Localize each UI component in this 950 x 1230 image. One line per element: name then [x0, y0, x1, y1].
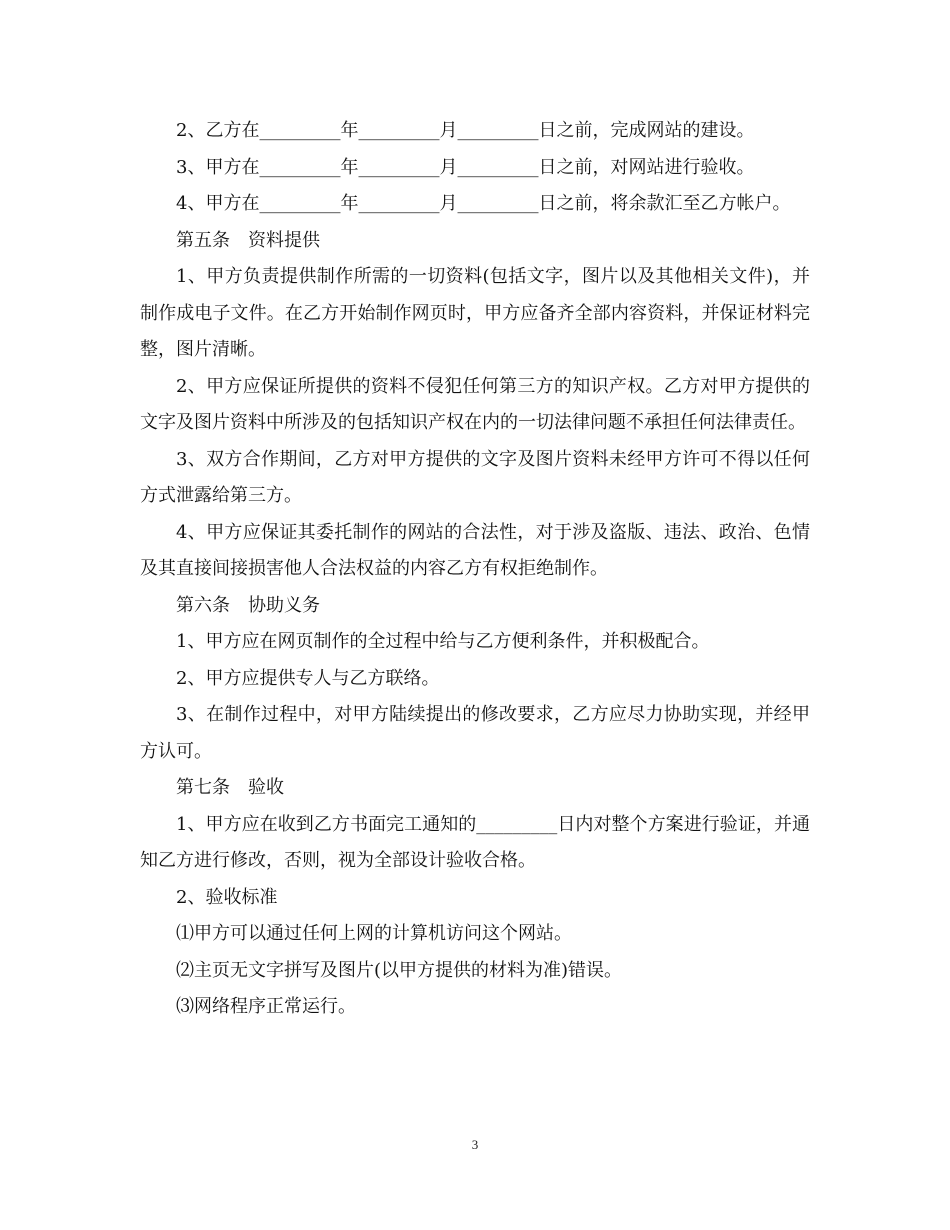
document-body	[140, 113, 810, 1026]
article-6-item-3: 3、在制作过程中，对甲方陆续提出的修改要求，乙方应尽力协助实现，并经甲方认可。	[140, 704, 810, 762]
article-6-item-2: 2、甲方应提供专人与乙方联络。	[176, 667, 440, 689]
clause-item-3-acceptance-deadline: 3、甲方在_________年_________月_________日之前，对网站进行验收。	[176, 156, 755, 178]
article-5-item-4: 4、甲方应保证其委托制作的网站的合法性，对于涉及盗版、违法、政治、色情及其直接间接损害他人合法权益的内容乙方有权拒绝制作。	[140, 521, 810, 579]
article-6-heading: 第六条 协助义务	[176, 594, 320, 616]
acceptance-criterion-1: ⑴甲方可以通过任何上网的计算机访问这个网站。	[176, 923, 572, 944]
article-5-item-2: 2、甲方应保证所提供的资料不侵犯任何第三方的知识产权。乙方对甲方提供的文字及图片资料中所涉及的包括知识产权在内的一切法律问题不承担任何法律责任。	[140, 375, 810, 433]
article-5-heading: 第五条 资料提供	[176, 229, 320, 251]
article-7-item-1: 1、甲方应在收到乙方书面完工通知的_________日内对整个方案进行验证，并通知乙方进行修改，否则，视为全部设计验收合格。	[140, 813, 810, 871]
clause-item-4-payment-deadline: 4、甲方在_________年_________月_________日之前，将余款汇至乙方帐户。	[176, 193, 791, 214]
article-5-item-1: 1、甲方负责提供制作所需的一切资料(包括文字，图片以及其他相关文件)，并制作成电子文件。在乙方开始制作网页时，甲方应备齐全部内容资料，并保证材料完整，图片清晰。	[140, 266, 810, 360]
article-5-item-3: 3、双方合作期间，乙方对甲方提供的文字及图片资料未经甲方许可不得以任何方式泄露给第三方。	[140, 448, 810, 506]
article-6-item-1: 1、甲方应在网页制作的全过程中给与乙方便利条件，并积极配合。	[176, 631, 710, 652]
acceptance-criterion-2: ⑵主页无文字拼写及图片(以甲方提供的材料为准)错误。	[176, 959, 623, 981]
article-7-heading: 第七条 验收	[176, 777, 284, 798]
page-number: 3	[471, 1137, 479, 1152]
article-7-item-2: 2、验收标准	[176, 886, 278, 908]
acceptance-criterion-3: ⑶网络程序正常运行。	[176, 996, 356, 1017]
clause-item-2-build-deadline: 2、乙方在_________年_________月_________日之前，完成网站的建设。	[176, 120, 755, 141]
